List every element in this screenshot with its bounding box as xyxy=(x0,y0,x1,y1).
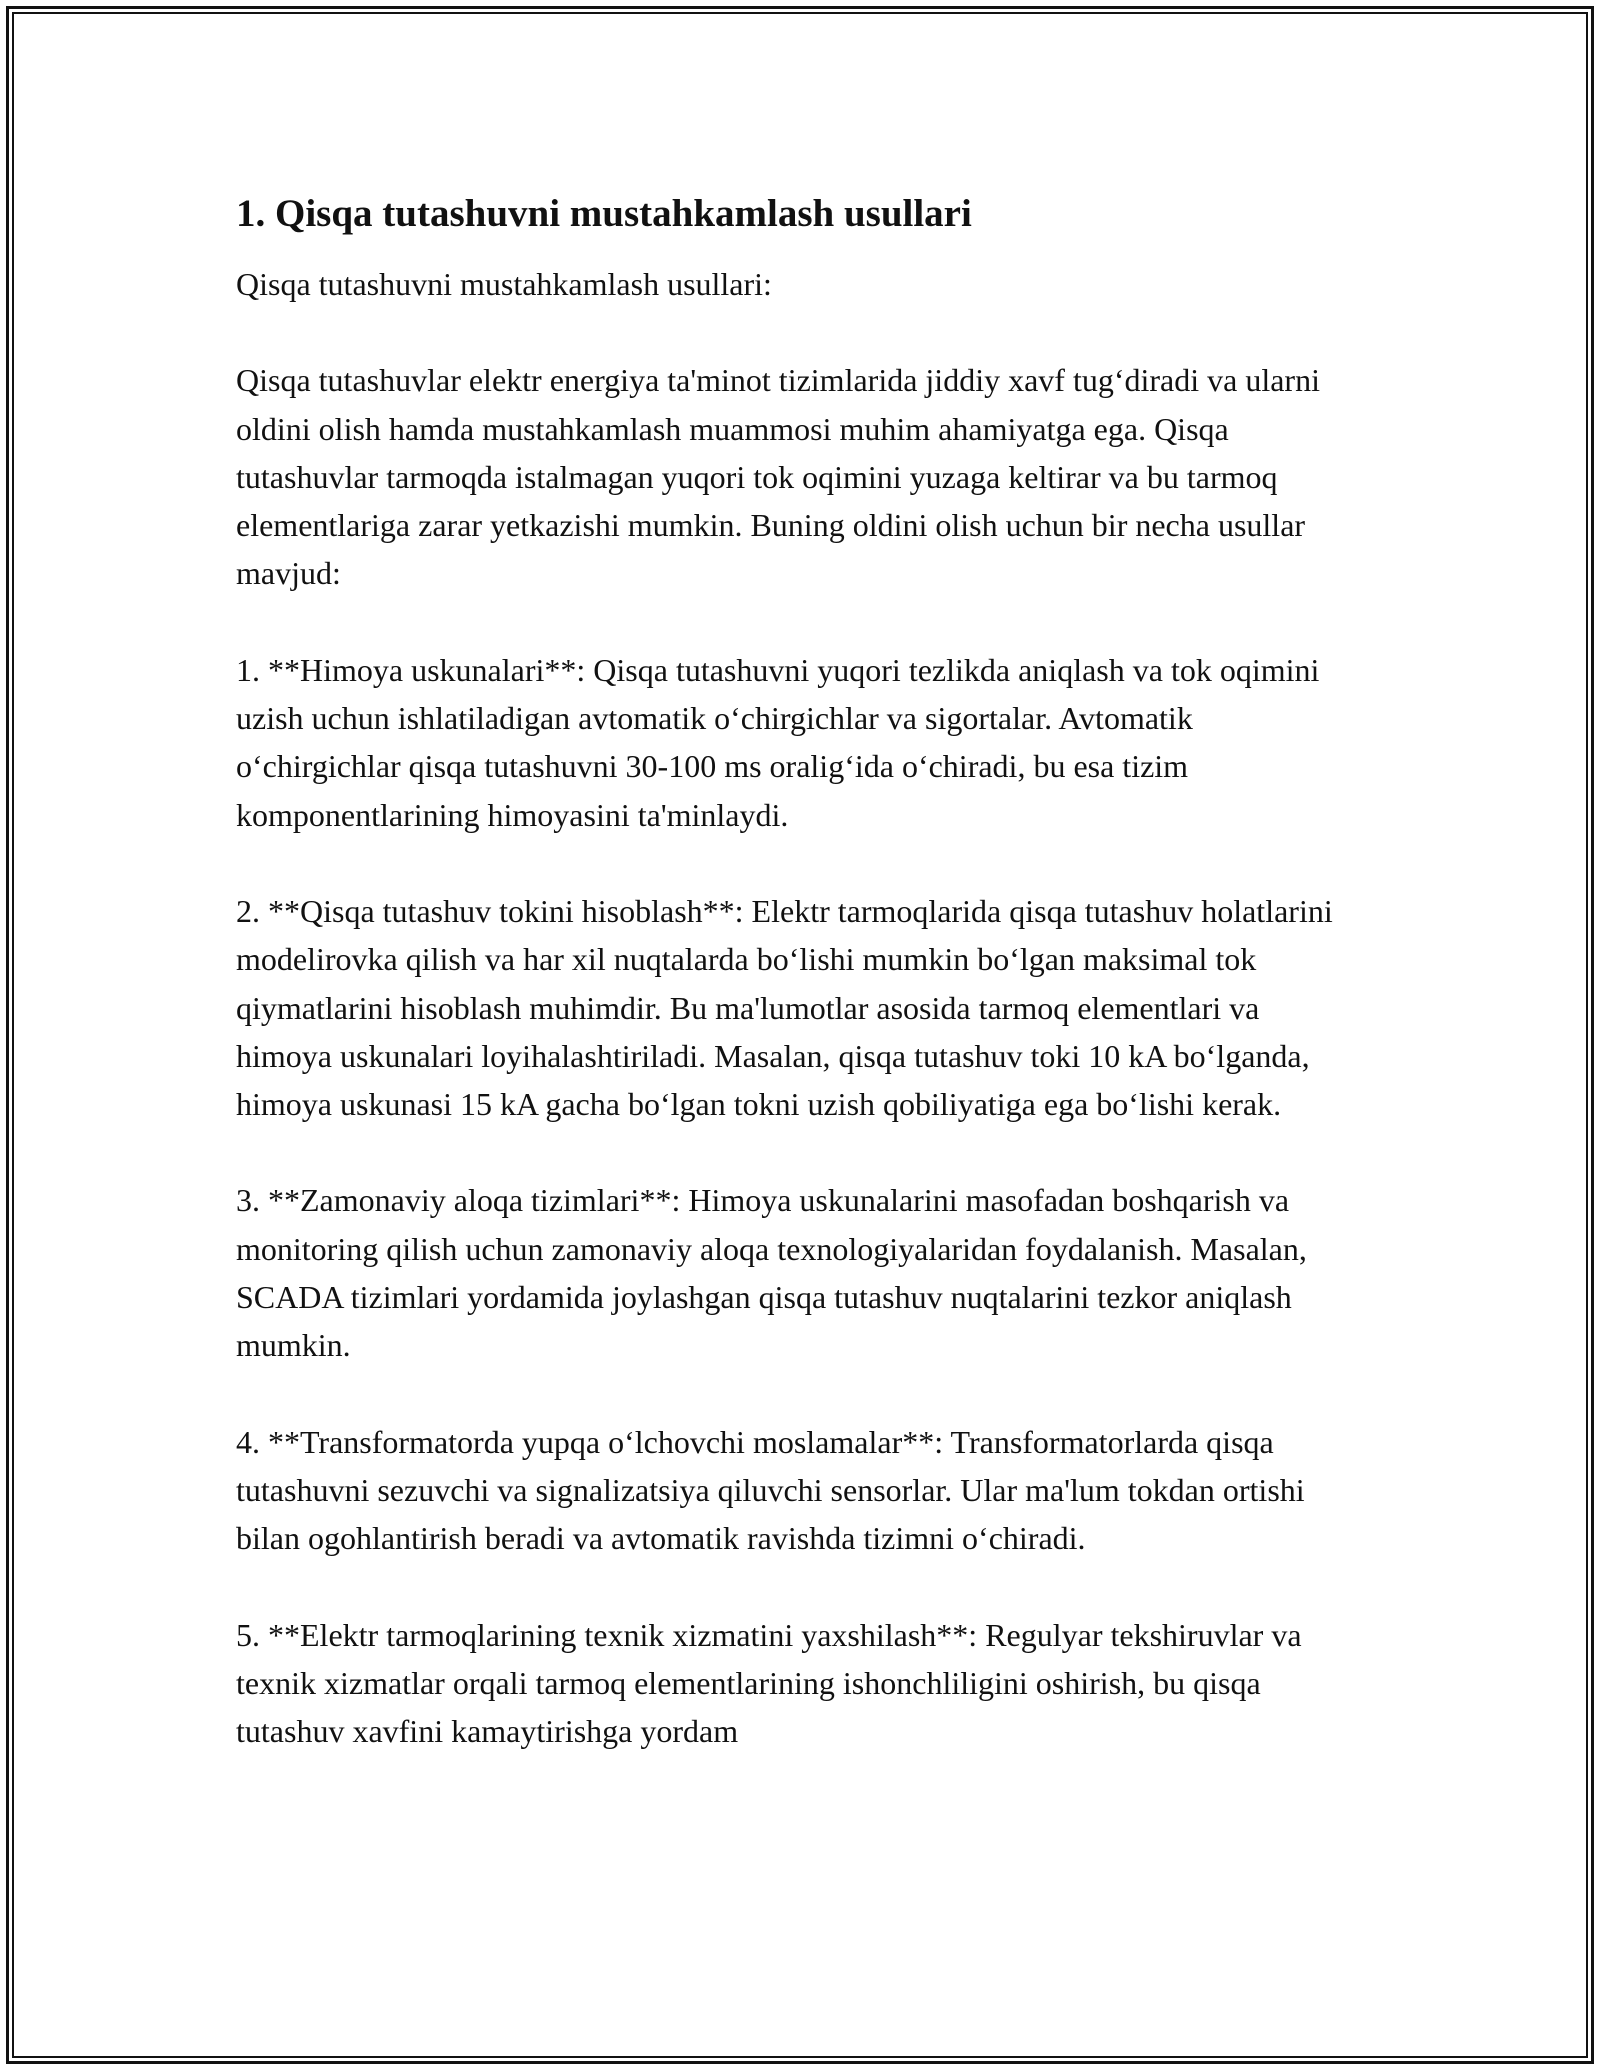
page-title: 1. Qisqa tutashuvni mustahkamlash usullari xyxy=(236,192,972,235)
paragraph-intro: Qisqa tutashuvlar elektr energiya ta'minot tizimlarida jiddiy xavf tug‘diradi va ularni oldini olish hamda mustahkamlash muammosi muhim ahamiyatga ega. Qisqa tutashuvlar tarmoqda istalmagan yuqori tok oqimini yuzaga keltirar va bu tarmoq elementlariga zarar yetkazishi mumkin. Buning oldini olish uchun bir necha usullar mavjud: xyxy=(236,362,1320,592)
list-item-maintenance: 5. **Elektr tarmoqlarining texnik xizmatini yaxshilash**: Regulyar tekshiruvlar va texnik xizmatlar orqali tarmoq elementlarining ishonchliligini oshirish, bu qisqa tutashuv xavfini kamaytirishga yordam xyxy=(236,1616,1302,1750)
list-item-communication-systems: 3. **Zamonaviy aloqa tizimlari**: Himoya uskunalarini masofadan boshqarish va monitoring qilish uchun zamonaviy aloqa texnologiyalaridan foydalanish. Masalan, SCADA tizimlari yordamida joylashgan qisqa tutashuv nuqtalarini tezkor aniqlash mumkin. xyxy=(236,1182,1307,1364)
list-item-transformer-devices: 4. **Transformatorda yupqa o‘lchovchi moslamalar**: Transformatorlarda qisqa tutashuvni sezuvchi va signalizatsiya qiluvchi sensorlar. Ular ma'lum tokdan ortishi bilan ogohlantirish beradi va avtomatik ravishda tizimni o‘chiradi. xyxy=(236,1423,1305,1557)
list-item-current-calculation: 2. **Qisqa tutashuv tokini hisoblash**: Elektr tarmoqlarida qisqa tutashuv holatlarini modelirovka qilish va har xil nuqtalarda bo‘lishi mumkin bo‘lgan maksimal tok qiymatlarini hisoblash muhimdir. Bu ma'lumotlar asosida tarmoq elementlari va himoya uskunalari loyihalashtiriladi. Masalan, qisqa tutashuv toki 10 kA bo‘lganda, himoya uskunasi 15 kA gacha bo‘lgan tokni uzish qobiliyatiga ega bo‘lishi kerak. xyxy=(236,892,1333,1123)
paragraph-intro-heading: Qisqa tutashuvni mustahkamlash usullari: xyxy=(236,266,772,302)
document-body xyxy=(236,187,1356,1803)
list-item-protection-equipment: 1. **Himoya uskunalari**: Qisqa tutashuvni yuqori tezlikda aniqlash va tok oqimini uzish uchun ishlatiladigan avtomatik o‘chirgichlar va sigortalar. Avtomatik o‘chirgichlar qisqa tutashuvni 30-100 ms oralig‘ida o‘chiradi, bu esa tizim komponentlarining himoyasini ta'minlaydi. xyxy=(236,651,1320,833)
